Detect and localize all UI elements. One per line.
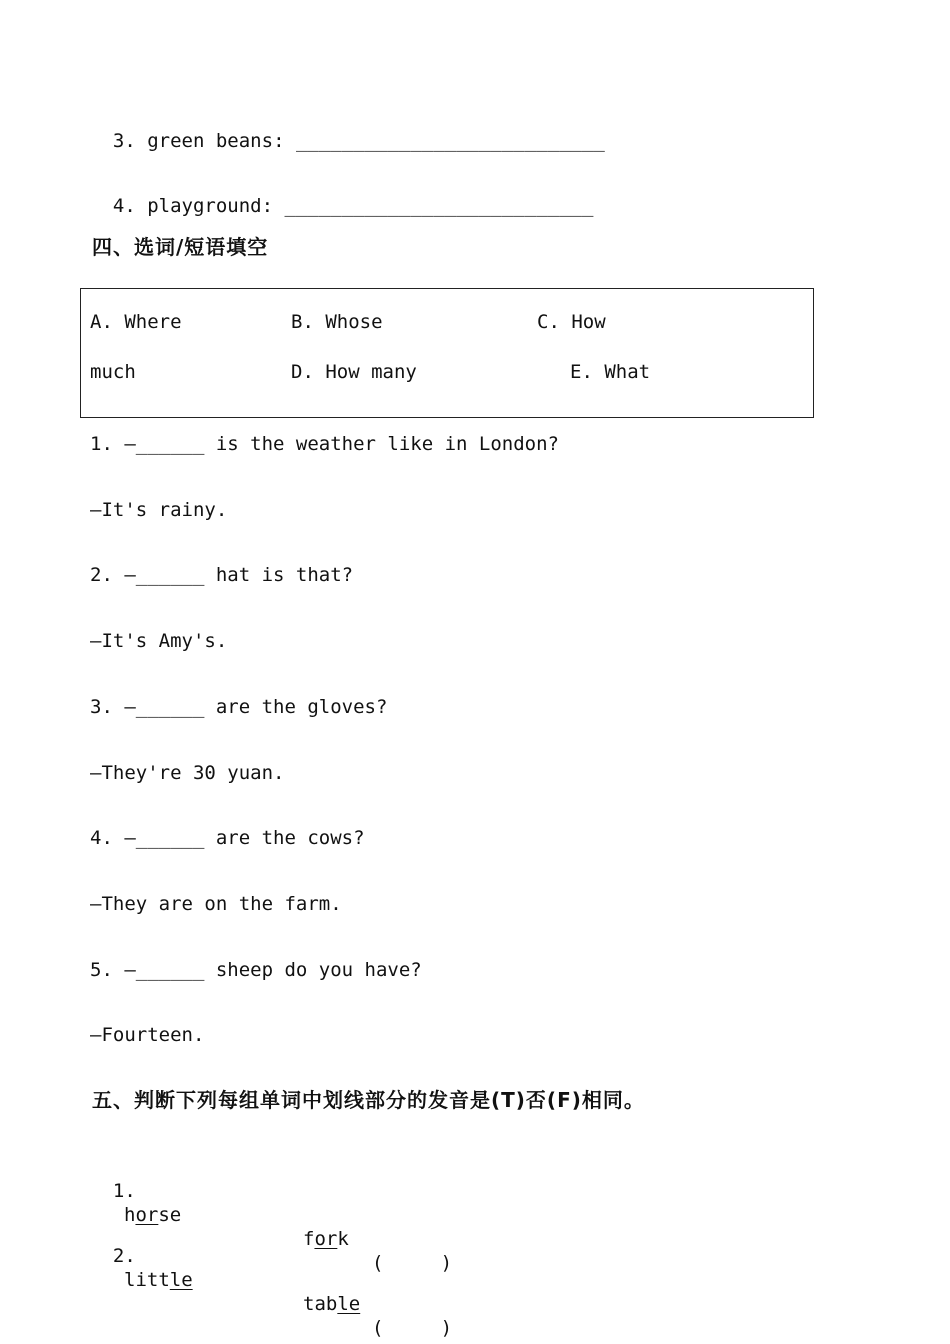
item-number: 4. bbox=[112, 195, 136, 217]
word-little: little bbox=[124, 1269, 193, 1291]
question-1: 1. —______ is the weather like in London? bbox=[90, 433, 559, 455]
option-c: C. How bbox=[537, 311, 606, 333]
answer-blank[interactable]: ___________________________ bbox=[295, 130, 605, 152]
item-number: 1. bbox=[112, 1180, 136, 1202]
option-e: E. What bbox=[570, 361, 651, 383]
question-5: 5. —______ sheep do you have? bbox=[90, 959, 422, 981]
answer-parentheses[interactable]: ( ) bbox=[372, 1252, 453, 1274]
answer-5: —Fourteen. bbox=[90, 1024, 205, 1046]
vocab-item-green-beans bbox=[90, 105, 605, 153]
option-d: D. How many bbox=[291, 361, 417, 383]
answer-1: —It's rainy. bbox=[90, 499, 228, 521]
item-number: 3. bbox=[112, 130, 136, 152]
option-c-continued: much bbox=[90, 361, 136, 383]
question-4: 4. —______ are the cows? bbox=[90, 827, 365, 849]
question-2: 2. —______ hat is that? bbox=[90, 564, 354, 586]
underlined-part: le bbox=[169, 1269, 193, 1291]
word-fork: fork bbox=[303, 1228, 349, 1250]
underlined-part: or bbox=[314, 1228, 338, 1250]
section-heading: 五、判断下列每组单词中划线部分的发音是(T)否(F)相同。 bbox=[92, 1088, 645, 1112]
question-3: 3. —______ are the gloves? bbox=[90, 696, 388, 718]
answer-4: —They are on the farm. bbox=[90, 893, 342, 915]
word-horse: horse bbox=[124, 1204, 182, 1226]
item-number: 2. bbox=[112, 1245, 136, 1267]
item-word: green beans: bbox=[147, 130, 285, 152]
underlined-part: or bbox=[135, 1204, 159, 1226]
answer-blank[interactable]: ___________________________ bbox=[284, 195, 594, 217]
answer-3: —They're 30 yuan. bbox=[90, 762, 285, 784]
answer-2: —It's Amy's. bbox=[90, 630, 228, 652]
item-word: playground: bbox=[147, 195, 274, 217]
underlined-part: le bbox=[337, 1293, 361, 1315]
option-b: B. Whose bbox=[291, 311, 383, 333]
word-table: table bbox=[303, 1293, 361, 1315]
answer-parentheses[interactable]: ( ) bbox=[372, 1317, 453, 1339]
word-options-box bbox=[80, 288, 814, 418]
option-a: A. Where bbox=[90, 311, 182, 333]
section-heading: 四、选词/短语填空 bbox=[92, 235, 269, 259]
vocab-item-playground bbox=[90, 170, 593, 218]
